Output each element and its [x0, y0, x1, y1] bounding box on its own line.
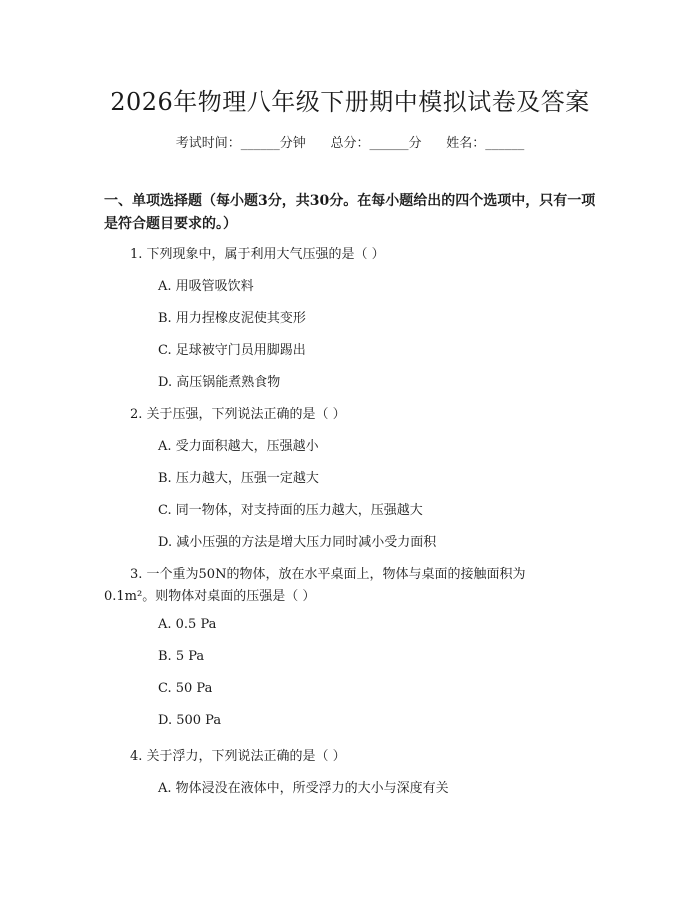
- answer-option: C. 足球被守门员用脚踢出: [158, 343, 306, 358]
- section-heading: 一、单项选择题（每小题3分，共30分。在每小题给出的四个选项中，只有一项是符合题目要求的。）: [104, 193, 596, 232]
- question-stem: 2. 关于压强，下列说法正确的是（ ）: [130, 407, 346, 422]
- question-stem: 4. 关于浮力，下列说法正确的是（ ）: [130, 749, 346, 764]
- answer-option: D. 减小压强的方法是增大压力同时减小受力面积: [158, 535, 437, 550]
- answer-option: C. 50 Pa: [158, 681, 213, 696]
- question-stem: 1. 下列现象中，属于利用大气压强的是（ ）: [130, 247, 385, 262]
- answer-option: B. 用力捏橡皮泥使其变形: [158, 311, 306, 326]
- answer-option: B. 5 Pa: [158, 649, 205, 664]
- answer-option: D. 500 Pa: [158, 713, 222, 728]
- question-stem: 3. 一个重为50N的物体，放在水平桌面上，物体与桌面的接触面积为: [130, 567, 526, 582]
- answer-option: A. 受力面积越大，压强越小: [158, 439, 319, 454]
- question-stem-continuation: 0.1m²。则物体对桌面的压强是（ ）: [104, 589, 316, 604]
- answer-option: D. 高压锅能煮熟食物: [158, 375, 281, 390]
- answer-option: A. 用吸管吸饮料: [158, 279, 254, 294]
- answer-option: C. 同一物体，对支持面的压力越大，压强越大: [158, 503, 423, 518]
- answer-option: B. 压力越大，压强一定越大: [158, 471, 319, 486]
- exam-info-line: 考试时间：______分钟 总分：______分 姓名：______: [175, 136, 525, 151]
- exam-title: 2026年物理八年级下册期中模拟试卷及答案: [110, 88, 590, 116]
- answer-option: A. 物体浸没在液体中，所受浮力的大小与深度有关: [158, 781, 449, 796]
- answer-option: A. 0.5 Pa: [158, 617, 217, 632]
